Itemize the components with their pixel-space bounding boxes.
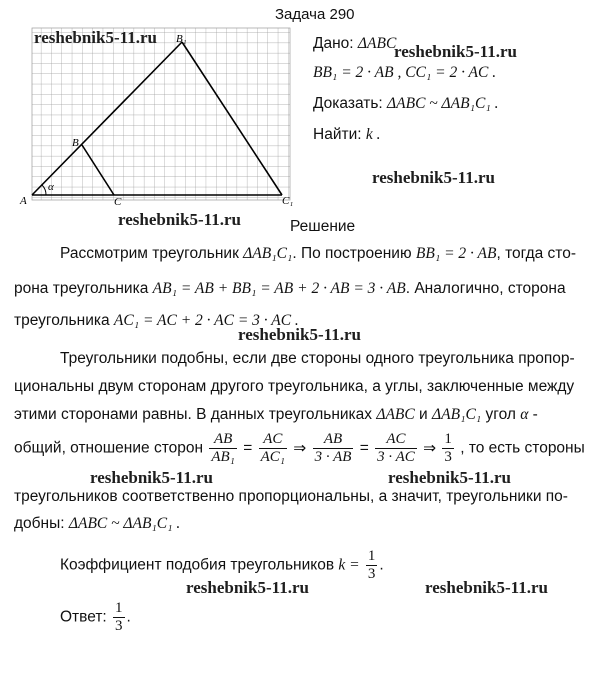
math: ΔAB₁C₁ <box>243 245 293 262</box>
watermark: reshebnik5-11.ru <box>118 210 241 229</box>
text: , то есть стороны <box>460 439 585 457</box>
answer-label: Ответ: <box>60 608 107 626</box>
equals: = <box>243 439 253 457</box>
label-A: A <box>20 195 27 207</box>
equals: = <box>359 439 369 457</box>
watermark: reshebnik5-11.ru <box>238 325 361 344</box>
label-B1: B₁ <box>176 33 187 45</box>
watermark: reshebnik5-11.ru <box>186 578 309 597</box>
implies: ⇒ <box>423 440 437 457</box>
text: угол <box>485 406 516 423</box>
fraction-4: $\frac{AC}{3 \cdot AC}$ <box>377 431 415 465</box>
solution-heading: Решение <box>290 218 356 235</box>
prove-label: Доказать: <box>313 95 383 112</box>
triangle-figure <box>10 22 300 212</box>
text: . По построению <box>292 245 412 262</box>
answer-fraction: $\frac{1}{3}$ <box>115 600 123 634</box>
prove-line <box>313 95 498 113</box>
text: добны: <box>14 515 65 532</box>
label-C: C <box>114 196 122 208</box>
find-label: Найти: <box>313 126 362 143</box>
implies: ⇒ <box>293 440 307 457</box>
alpha-symbol: α <box>520 406 529 423</box>
given-conditions: BB₁ = 2 · AB , CC₁ = 2 · AC . <box>313 64 497 81</box>
p2-line1: Треугольники подобны, если две стороны одного треугольника пропор- <box>60 350 575 367</box>
p2-line2: циональны двум сторонам другого треугольника, а углы, заключенные между <box>14 378 575 395</box>
given-label: Дано: <box>313 35 354 52</box>
math: ΔABC <box>376 406 415 423</box>
watermark: reshebnik5-11.ru <box>388 468 511 487</box>
fraction-2: $\frac{AC}{\text{AC₁}}$ <box>260 431 285 465</box>
find-value: k . <box>365 126 381 143</box>
text: этими сторонами равны. В данных треугольниках <box>14 406 373 423</box>
p1-line1 <box>60 245 576 263</box>
math: AC₁ = AC + 2 · AC = 3 · AC . <box>113 312 299 329</box>
text: рона треугольника <box>14 280 149 297</box>
given-triangle: ΔABC <box>357 35 397 52</box>
p1-line2 <box>14 280 566 298</box>
label-B: B <box>72 137 79 149</box>
coefficient-fraction: $\frac{1}{3}$ <box>367 548 376 582</box>
fraction-5: $\frac{1}{3}$ <box>444 431 452 465</box>
text: Рассмотрим треугольник <box>60 245 239 262</box>
text: - <box>532 406 538 423</box>
text: треугольника <box>14 312 110 329</box>
watermark: reshebnik5-11.ru <box>372 168 495 187</box>
text: . <box>379 556 384 574</box>
p2-line5: треугольников соответственно пропорциональны, а значит, треугольники по- <box>14 488 568 505</box>
prove-statement: ΔABC ~ ΔAB₁C₁ . <box>387 95 499 112</box>
text: Коэффициент подобия треугольников <box>60 556 335 574</box>
watermark: reshebnik5-11.ru <box>394 42 517 61</box>
task-title: Задача 290 <box>275 6 355 23</box>
label-alpha: α <box>48 181 54 193</box>
watermark: reshebnik5-11.ru <box>34 28 157 47</box>
math: AB₁ = AB + BB₁ = AB + 2 · AB = 3 · AB <box>152 280 406 297</box>
text: общий, отношение сторон <box>14 439 204 457</box>
given-line <box>313 35 396 53</box>
text: и <box>419 406 428 423</box>
fraction-3: $\frac{AB}{3 \cdot AB}$ <box>314 431 352 465</box>
find-line <box>313 126 381 144</box>
label-C1: C₁ <box>282 195 294 207</box>
grid-background <box>32 28 290 200</box>
p2-line4 <box>14 431 585 466</box>
math: ΔAB₁C₁ <box>432 406 482 423</box>
text: . Аналогично, сторона <box>405 280 566 297</box>
text: . <box>126 608 131 626</box>
text: , тогда сто- <box>496 245 577 262</box>
fraction-1: $\frac{AB}{\text{AB₁}}$ <box>211 431 235 465</box>
answer-line <box>60 600 131 635</box>
p2-line3 <box>14 406 538 424</box>
math: k = <box>338 556 360 574</box>
math: BB₁ = 2 · AB <box>415 245 497 262</box>
watermark: reshebnik5-11.ru <box>425 578 548 597</box>
p2-line6 <box>14 515 180 533</box>
watermark: reshebnik5-11.ru <box>90 468 213 487</box>
math: ΔABC ~ ΔAB₁C₁ . <box>68 515 181 532</box>
